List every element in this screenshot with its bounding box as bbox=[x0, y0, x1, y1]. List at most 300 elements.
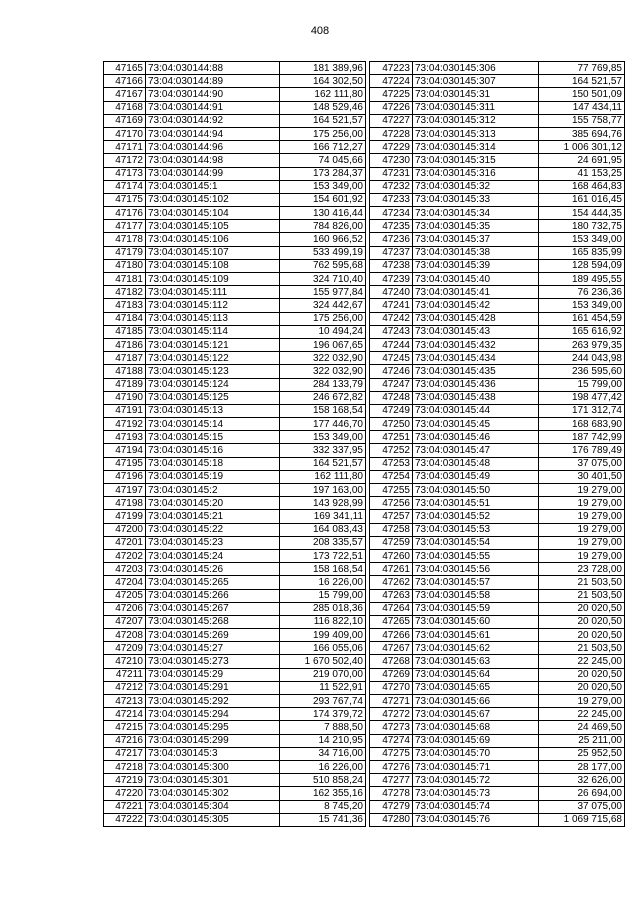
table-row bbox=[104, 774, 366, 787]
table-row bbox=[370, 668, 625, 681]
row-number-cell: 47193 bbox=[104, 431, 146, 444]
row-number-cell: 47242 bbox=[370, 312, 413, 325]
cadastral-number-cell: 73:04:030145:268 bbox=[146, 615, 280, 628]
table-row bbox=[104, 655, 366, 668]
table-row bbox=[370, 141, 625, 154]
row-number-cell: 47223 bbox=[370, 62, 413, 75]
table-row bbox=[370, 444, 625, 457]
value-cell: 37 075,00 bbox=[539, 457, 625, 470]
cadastral-number-cell: 73:04:030145:123 bbox=[146, 365, 280, 378]
row-number-cell: 47177 bbox=[104, 220, 146, 233]
row-number-cell: 47197 bbox=[104, 484, 146, 497]
row-number-cell: 47191 bbox=[104, 404, 146, 417]
row-number-cell: 47262 bbox=[370, 576, 413, 589]
table-row bbox=[104, 325, 366, 338]
table-row bbox=[104, 88, 366, 101]
table-row bbox=[370, 681, 625, 694]
table-row bbox=[370, 286, 625, 299]
row-number-cell: 47238 bbox=[370, 259, 413, 272]
cadastral-number-cell: 73:04:030145:68 bbox=[413, 721, 539, 734]
value-cell: 34 716,00 bbox=[280, 747, 366, 760]
table-row bbox=[104, 220, 366, 233]
cadastral-number-cell: 73:04:030145:15 bbox=[146, 431, 280, 444]
row-number-cell: 47232 bbox=[370, 180, 413, 193]
value-cell: 1 006 301,12 bbox=[539, 141, 625, 154]
cadastral-number-cell: 73:04:030145:301 bbox=[146, 774, 280, 787]
value-cell: 154 444,35 bbox=[539, 207, 625, 220]
value-cell: 293 767,74 bbox=[280, 695, 366, 708]
cadastral-number-cell: 73:04:030145:20 bbox=[146, 497, 280, 510]
table-row bbox=[370, 220, 625, 233]
value-cell: 160 966,52 bbox=[280, 233, 366, 246]
cadastral-number-cell: 73:04:030145:64 bbox=[413, 668, 539, 681]
row-number-cell: 47239 bbox=[370, 273, 413, 286]
cadastral-number-cell: 73:04:030145:438 bbox=[413, 391, 539, 404]
row-number-cell: 47249 bbox=[370, 404, 413, 417]
cadastral-number-cell: 73:04:030145:71 bbox=[413, 760, 539, 773]
value-cell: 198 477,42 bbox=[539, 391, 625, 404]
table-row bbox=[104, 615, 366, 628]
row-number-cell: 47212 bbox=[104, 681, 146, 694]
cadastral-number-cell: 73:04:030145:302 bbox=[146, 787, 280, 800]
value-cell: 155 758,77 bbox=[539, 114, 625, 127]
cadastral-number-cell: 73:04:030145:294 bbox=[146, 708, 280, 721]
table-row bbox=[370, 246, 625, 259]
row-number-cell: 47269 bbox=[370, 668, 413, 681]
row-number-cell: 47210 bbox=[104, 655, 146, 668]
row-number-cell: 47171 bbox=[104, 141, 146, 154]
value-cell: 26 694,00 bbox=[539, 787, 625, 800]
row-number-cell: 47252 bbox=[370, 444, 413, 457]
row-number-cell: 47259 bbox=[370, 536, 413, 549]
cadastral-number-cell: 73:04:030145:45 bbox=[413, 418, 539, 431]
value-cell: 19 279,00 bbox=[539, 536, 625, 549]
value-cell: 164 521,57 bbox=[280, 457, 366, 470]
table-row bbox=[104, 365, 366, 378]
cadastral-number-cell: 73:04:030145:72 bbox=[413, 774, 539, 787]
table-row bbox=[104, 180, 366, 193]
table-row bbox=[370, 642, 625, 655]
value-cell: 8 745,20 bbox=[280, 800, 366, 813]
row-number-cell: 47198 bbox=[104, 497, 146, 510]
row-number-cell: 47257 bbox=[370, 510, 413, 523]
cadastral-number-cell: 73:04:030144:96 bbox=[146, 141, 280, 154]
row-number-cell: 47263 bbox=[370, 589, 413, 602]
value-cell: 162 111,80 bbox=[280, 470, 366, 483]
value-cell: 181 389,96 bbox=[280, 62, 366, 75]
row-number-cell: 47185 bbox=[104, 325, 146, 338]
cadastral-number-cell: 73:04:030144:99 bbox=[146, 167, 280, 180]
table-row bbox=[104, 681, 366, 694]
register-table-left-body bbox=[104, 62, 366, 827]
table-row bbox=[370, 734, 625, 747]
row-number-cell: 47264 bbox=[370, 602, 413, 615]
row-number-cell: 47272 bbox=[370, 708, 413, 721]
value-cell: 332 337,95 bbox=[280, 444, 366, 457]
value-cell: 175 256,00 bbox=[280, 127, 366, 140]
row-number-cell: 47214 bbox=[104, 708, 146, 721]
table-row bbox=[370, 655, 625, 668]
table-row bbox=[370, 431, 625, 444]
cadastral-number-cell: 73:04:030145:42 bbox=[413, 299, 539, 312]
cadastral-number-cell: 73:04:030145:63 bbox=[413, 655, 539, 668]
value-cell: 158 168,54 bbox=[280, 563, 366, 576]
value-cell: 168 683,90 bbox=[539, 418, 625, 431]
cadastral-number-cell: 73:04:030145:32 bbox=[413, 180, 539, 193]
value-cell: 15 799,00 bbox=[539, 378, 625, 391]
row-number-cell: 47258 bbox=[370, 523, 413, 536]
table-row bbox=[370, 457, 625, 470]
value-cell: 189 495,55 bbox=[539, 273, 625, 286]
value-cell: 322 032,90 bbox=[280, 352, 366, 365]
cadastral-number-cell: 73:04:030144:89 bbox=[146, 75, 280, 88]
table-row bbox=[104, 695, 366, 708]
cadastral-number-cell: 73:04:030145:112 bbox=[146, 299, 280, 312]
row-number-cell: 47225 bbox=[370, 88, 413, 101]
table-row bbox=[104, 273, 366, 286]
table-row bbox=[104, 668, 366, 681]
cadastral-number-cell: 73:04:030145:57 bbox=[413, 576, 539, 589]
table-row bbox=[370, 418, 625, 431]
value-cell: 164 302,50 bbox=[280, 75, 366, 88]
row-number-cell: 47255 bbox=[370, 484, 413, 497]
cadastral-number-cell: 73:04:030145:50 bbox=[413, 484, 539, 497]
cadastral-number-cell: 73:04:030145:48 bbox=[413, 457, 539, 470]
value-cell: 246 672,82 bbox=[280, 391, 366, 404]
cadastral-number-cell: 73:04:030145:273 bbox=[146, 655, 280, 668]
cadastral-number-cell: 73:04:030145:61 bbox=[413, 629, 539, 642]
row-number-cell: 47237 bbox=[370, 246, 413, 259]
row-number-cell: 47219 bbox=[104, 774, 146, 787]
cadastral-number-cell: 73:04:030145:19 bbox=[146, 470, 280, 483]
value-cell: 162 111,80 bbox=[280, 88, 366, 101]
cadastral-number-cell: 73:04:030145:18 bbox=[146, 457, 280, 470]
row-number-cell: 47216 bbox=[104, 734, 146, 747]
table-row bbox=[104, 721, 366, 734]
row-number-cell: 47181 bbox=[104, 273, 146, 286]
value-cell: 219 070,00 bbox=[280, 668, 366, 681]
table-row bbox=[370, 167, 625, 180]
row-number-cell: 47170 bbox=[104, 127, 146, 140]
cadastral-number-cell: 73:04:030145:21 bbox=[146, 510, 280, 523]
value-cell: 128 594,09 bbox=[539, 259, 625, 272]
row-number-cell: 47182 bbox=[104, 286, 146, 299]
cadastral-number-cell: 73:04:030145:43 bbox=[413, 325, 539, 338]
register-table-left bbox=[103, 61, 366, 827]
row-number-cell: 47202 bbox=[104, 549, 146, 562]
table-row bbox=[104, 589, 366, 602]
value-cell: 21 503,50 bbox=[539, 576, 625, 589]
cadastral-number-cell: 73:04:030145:24 bbox=[146, 549, 280, 562]
cadastral-number-cell: 73:04:030145:316 bbox=[413, 167, 539, 180]
value-cell: 21 503,50 bbox=[539, 589, 625, 602]
value-cell: 166 712,27 bbox=[280, 141, 366, 154]
row-number-cell: 47195 bbox=[104, 457, 146, 470]
row-number-cell: 47280 bbox=[370, 813, 413, 826]
table-row bbox=[104, 642, 366, 655]
cadastral-number-cell: 73:04:030145:314 bbox=[413, 141, 539, 154]
row-number-cell: 47224 bbox=[370, 75, 413, 88]
value-cell: 10 494,24 bbox=[280, 325, 366, 338]
table-row bbox=[370, 615, 625, 628]
table-row bbox=[370, 233, 625, 246]
table-row bbox=[104, 576, 366, 589]
row-number-cell: 47246 bbox=[370, 365, 413, 378]
cadastral-number-cell: 73:04:030145:300 bbox=[146, 760, 280, 773]
value-cell: 166 055,06 bbox=[280, 642, 366, 655]
cadastral-number-cell: 73:04:030145:67 bbox=[413, 708, 539, 721]
value-cell: 533 499,19 bbox=[280, 246, 366, 259]
table-row bbox=[104, 207, 366, 220]
table-row bbox=[370, 589, 625, 602]
table-row bbox=[370, 747, 625, 760]
table-row bbox=[104, 497, 366, 510]
table-row bbox=[370, 207, 625, 220]
cadastral-number-cell: 73:04:030145:37 bbox=[413, 233, 539, 246]
cadastral-number-cell: 73:04:030145:39 bbox=[413, 259, 539, 272]
cadastral-number-cell: 73:04:030145:305 bbox=[146, 813, 280, 826]
cadastral-number-cell: 73:04:030145:29 bbox=[146, 668, 280, 681]
table-row bbox=[370, 602, 625, 615]
table-row bbox=[104, 312, 366, 325]
value-cell: 236 595,60 bbox=[539, 365, 625, 378]
value-cell: 150 501,09 bbox=[539, 88, 625, 101]
row-number-cell: 47186 bbox=[104, 338, 146, 351]
table-row bbox=[104, 391, 366, 404]
value-cell: 24 469,50 bbox=[539, 721, 625, 734]
table-row bbox=[370, 695, 625, 708]
value-cell: 161 454,59 bbox=[539, 312, 625, 325]
table-row bbox=[370, 497, 625, 510]
table-row bbox=[370, 549, 625, 562]
cadastral-number-cell: 73:04:030145:432 bbox=[413, 338, 539, 351]
row-number-cell: 47207 bbox=[104, 615, 146, 628]
cadastral-number-cell: 73:04:030145:312 bbox=[413, 114, 539, 127]
row-number-cell: 47254 bbox=[370, 470, 413, 483]
table-row bbox=[370, 774, 625, 787]
cadastral-number-cell: 73:04:030145:267 bbox=[146, 602, 280, 615]
cadastral-number-cell: 73:04:030145:49 bbox=[413, 470, 539, 483]
row-number-cell: 47229 bbox=[370, 141, 413, 154]
cadastral-number-cell: 73:04:030145:33 bbox=[413, 193, 539, 206]
value-cell: 7 888,50 bbox=[280, 721, 366, 734]
cadastral-number-cell: 73:04:030145:3 bbox=[146, 747, 280, 760]
value-cell: 116 822,10 bbox=[280, 615, 366, 628]
table-row bbox=[104, 259, 366, 272]
row-number-cell: 47189 bbox=[104, 378, 146, 391]
cadastral-number-cell: 73:04:030145:109 bbox=[146, 273, 280, 286]
cadastral-number-cell: 73:04:030145:47 bbox=[413, 444, 539, 457]
value-cell: 1 069 715,68 bbox=[539, 813, 625, 826]
cadastral-number-cell: 73:04:030145:51 bbox=[413, 497, 539, 510]
row-number-cell: 47222 bbox=[104, 813, 146, 826]
value-cell: 20 020,50 bbox=[539, 629, 625, 642]
table-row bbox=[370, 470, 625, 483]
cadastral-number-cell: 73:04:030145:299 bbox=[146, 734, 280, 747]
cadastral-number-cell: 73:04:030145:1 bbox=[146, 180, 280, 193]
table-row bbox=[370, 88, 625, 101]
row-number-cell: 47240 bbox=[370, 286, 413, 299]
cadastral-number-cell: 73:04:030145:266 bbox=[146, 589, 280, 602]
row-number-cell: 47165 bbox=[104, 62, 146, 75]
value-cell: 20 020,50 bbox=[539, 615, 625, 628]
value-cell: 11 522,91 bbox=[280, 681, 366, 694]
row-number-cell: 47220 bbox=[104, 787, 146, 800]
table-row bbox=[370, 721, 625, 734]
value-cell: 77 769,85 bbox=[539, 62, 625, 75]
row-number-cell: 47270 bbox=[370, 681, 413, 694]
value-cell: 16 226,00 bbox=[280, 760, 366, 773]
value-cell: 197 163,00 bbox=[280, 484, 366, 497]
cadastral-number-cell: 73:04:030145:56 bbox=[413, 563, 539, 576]
cadastral-number-cell: 73:04:030145:59 bbox=[413, 602, 539, 615]
cadastral-number-cell: 73:04:030145:292 bbox=[146, 695, 280, 708]
cadastral-number-cell: 73:04:030145:31 bbox=[413, 88, 539, 101]
value-cell: 25 952,50 bbox=[539, 747, 625, 760]
cadastral-number-cell: 73:04:030145:41 bbox=[413, 286, 539, 299]
table-row bbox=[370, 62, 625, 75]
row-number-cell: 47230 bbox=[370, 154, 413, 167]
value-cell: 19 279,00 bbox=[539, 510, 625, 523]
table-row bbox=[104, 286, 366, 299]
table-row bbox=[104, 470, 366, 483]
cadastral-number-cell: 73:04:030144:88 bbox=[146, 62, 280, 75]
value-cell: 147 434,11 bbox=[539, 101, 625, 114]
row-number-cell: 47188 bbox=[104, 365, 146, 378]
row-number-cell: 47179 bbox=[104, 246, 146, 259]
row-number-cell: 47268 bbox=[370, 655, 413, 668]
row-number-cell: 47206 bbox=[104, 602, 146, 615]
row-number-cell: 47173 bbox=[104, 167, 146, 180]
cadastral-number-cell: 73:04:030144:92 bbox=[146, 114, 280, 127]
value-cell: 164 521,57 bbox=[539, 75, 625, 88]
table-row bbox=[104, 418, 366, 431]
value-cell: 155 977,84 bbox=[280, 286, 366, 299]
value-cell: 130 416,44 bbox=[280, 207, 366, 220]
value-cell: 196 067,65 bbox=[280, 338, 366, 351]
value-cell: 180 732,75 bbox=[539, 220, 625, 233]
cadastral-number-cell: 73:04:030145:313 bbox=[413, 127, 539, 140]
cadastral-number-cell: 73:04:030145:122 bbox=[146, 352, 280, 365]
row-number-cell: 47275 bbox=[370, 747, 413, 760]
cadastral-number-cell: 73:04:030144:98 bbox=[146, 154, 280, 167]
row-number-cell: 47234 bbox=[370, 207, 413, 220]
row-number-cell: 47178 bbox=[104, 233, 146, 246]
row-number-cell: 47227 bbox=[370, 114, 413, 127]
row-number-cell: 47267 bbox=[370, 642, 413, 655]
cadastral-number-cell: 73:04:030145:27 bbox=[146, 642, 280, 655]
value-cell: 244 043,98 bbox=[539, 352, 625, 365]
value-cell: 74 045,66 bbox=[280, 154, 366, 167]
table-row bbox=[104, 747, 366, 760]
row-number-cell: 47218 bbox=[104, 760, 146, 773]
table-row bbox=[370, 299, 625, 312]
cadastral-number-cell: 73:04:030145:435 bbox=[413, 365, 539, 378]
value-cell: 161 016,45 bbox=[539, 193, 625, 206]
cadastral-number-cell: 73:04:030145:104 bbox=[146, 207, 280, 220]
cadastral-number-cell: 73:04:030145:69 bbox=[413, 734, 539, 747]
row-number-cell: 47175 bbox=[104, 193, 146, 206]
row-number-cell: 47172 bbox=[104, 154, 146, 167]
value-cell: 173 722,51 bbox=[280, 549, 366, 562]
row-number-cell: 47201 bbox=[104, 536, 146, 549]
table-row bbox=[370, 114, 625, 127]
value-cell: 19 279,00 bbox=[539, 549, 625, 562]
row-number-cell: 47209 bbox=[104, 642, 146, 655]
table-row bbox=[104, 536, 366, 549]
cadastral-number-cell: 73:04:030145:70 bbox=[413, 747, 539, 760]
table-row bbox=[370, 404, 625, 417]
value-cell: 143 928,99 bbox=[280, 497, 366, 510]
row-number-cell: 47187 bbox=[104, 352, 146, 365]
table-row bbox=[104, 760, 366, 773]
value-cell: 165 616,92 bbox=[539, 325, 625, 338]
table-row bbox=[370, 259, 625, 272]
value-cell: 19 279,00 bbox=[539, 523, 625, 536]
value-cell: 169 341,11 bbox=[280, 510, 366, 523]
row-number-cell: 47183 bbox=[104, 299, 146, 312]
value-cell: 187 742,99 bbox=[539, 431, 625, 444]
cadastral-number-cell: 73:04:030145:121 bbox=[146, 338, 280, 351]
table-row bbox=[104, 523, 366, 536]
value-cell: 28 177,00 bbox=[539, 760, 625, 773]
row-number-cell: 47204 bbox=[104, 576, 146, 589]
cadastral-number-cell: 73:04:030145:113 bbox=[146, 312, 280, 325]
value-cell: 385 694,76 bbox=[539, 127, 625, 140]
table-row bbox=[370, 708, 625, 721]
table-row bbox=[104, 813, 366, 826]
value-cell: 16 226,00 bbox=[280, 576, 366, 589]
value-cell: 154 601,92 bbox=[280, 193, 366, 206]
cadastral-number-cell: 73:04:030145:291 bbox=[146, 681, 280, 694]
table-row bbox=[104, 299, 366, 312]
cadastral-number-cell: 73:04:030145:44 bbox=[413, 404, 539, 417]
cadastral-number-cell: 73:04:030145:315 bbox=[413, 154, 539, 167]
value-cell: 25 211,00 bbox=[539, 734, 625, 747]
value-cell: 20 020,50 bbox=[539, 681, 625, 694]
table-row bbox=[104, 246, 366, 259]
row-number-cell: 47266 bbox=[370, 629, 413, 642]
cadastral-number-cell: 73:04:030145:124 bbox=[146, 378, 280, 391]
table-row bbox=[104, 549, 366, 562]
value-cell: 22 245,00 bbox=[539, 708, 625, 721]
cadastral-number-cell: 73:04:030145:106 bbox=[146, 233, 280, 246]
row-number-cell: 47192 bbox=[104, 418, 146, 431]
table-row bbox=[104, 800, 366, 813]
table-row bbox=[104, 352, 366, 365]
value-cell: 164 521,57 bbox=[280, 114, 366, 127]
value-cell: 153 349,00 bbox=[539, 299, 625, 312]
value-cell: 21 503,50 bbox=[539, 642, 625, 655]
row-number-cell: 47176 bbox=[104, 207, 146, 220]
cadastral-number-cell: 73:04:030145:53 bbox=[413, 523, 539, 536]
cadastral-number-cell: 73:04:030145:269 bbox=[146, 629, 280, 642]
cadastral-number-cell: 73:04:030145:23 bbox=[146, 536, 280, 549]
value-cell: 32 626,00 bbox=[539, 774, 625, 787]
table-row bbox=[104, 193, 366, 206]
value-cell: 153 349,00 bbox=[539, 233, 625, 246]
value-cell: 173 284,37 bbox=[280, 167, 366, 180]
value-cell: 784 826,00 bbox=[280, 220, 366, 233]
cadastral-number-cell: 73:04:030144:91 bbox=[146, 101, 280, 114]
cadastral-number-cell: 73:04:030145:65 bbox=[413, 681, 539, 694]
row-number-cell: 47196 bbox=[104, 470, 146, 483]
row-number-cell: 47203 bbox=[104, 563, 146, 576]
cadastral-number-cell: 73:04:030145:16 bbox=[146, 444, 280, 457]
row-number-cell: 47166 bbox=[104, 75, 146, 88]
value-cell: 168 464,83 bbox=[539, 180, 625, 193]
cadastral-number-cell: 73:04:030145:114 bbox=[146, 325, 280, 338]
